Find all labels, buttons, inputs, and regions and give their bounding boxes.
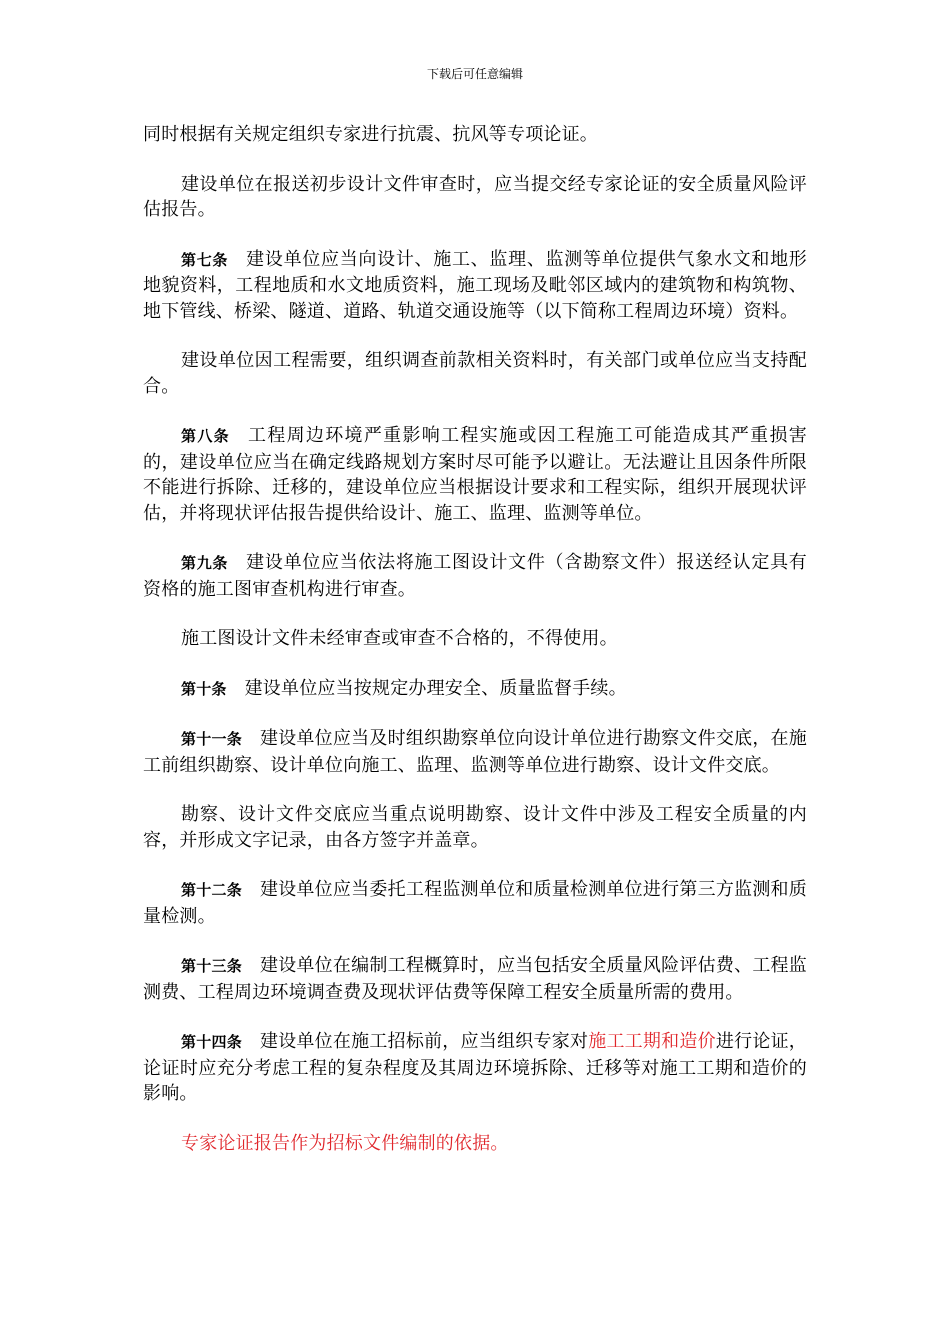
article-text: 工程周边环境严重影响工程实施或因工程施工可能造成其严重损害的，建设单位应当在确定线路规划方案时尽可能予以避让。无法避让且因条件所限不能进行拆除、迁移的，建设单位应当根据设计要求和工程实际，组织开展现状评估，并将现状评估报告提供给设计、施工、监理、监测等单位。 — [143, 425, 807, 524]
article-11 — [143, 726, 807, 778]
article-13 — [143, 953, 807, 1005]
document-body — [143, 122, 807, 1180]
article-10 — [143, 676, 807, 703]
article-text-after: 进行论证，论证时应充分考虑工程的复杂程度及其周边环境拆除、迁移等对施工工期和造价的影响。 — [143, 1031, 808, 1104]
article-number: 第八条 — [181, 427, 230, 445]
paragraph-expert-report: 专家论证报告作为招标文件编制的依据。 — [181, 1132, 509, 1154]
article-number: 第七条 — [181, 250, 229, 269]
article-12 — [143, 877, 807, 929]
paragraph-continuation: 同时根据有关规定组织专家进行抗震、抗风等专项论证。 — [143, 124, 598, 145]
article-text: 建设单位应当向设计、施工、监理、监测等单位提供气象水文和地形地貌资料，工程地质和水文地质资料，施工现场及毗邻区域内的建筑物和构筑物、地下管线、桥梁、隧道、道路、轨道交通设施等（以下简称工程周边环境）资料。 — [143, 248, 807, 322]
paragraph-disclosure: 勘察、设计文件交底应当重点说明勘察、设计文件中涉及工程安全质量的内容，并形成文字记录，由各方签字并盖章。 — [143, 804, 807, 851]
article-text: 建设单位在编制工程概算时，应当包括安全质量风险评估费、工程监测费、工程周边环境调查费及现状评估费等保障工程安全质量所需的费用。 — [143, 955, 807, 1003]
article-text-before: 建设单位在施工招标前，应当组织专家对 — [259, 1031, 589, 1052]
article-number: 第十条 — [181, 679, 227, 698]
article-text: 建设单位应当及时组织勘察单位向设计单位进行勘察文件交底，在施工前组织勘察、设计单位向施工、监理、监测等单位进行勘察、设计文件交底。 — [143, 728, 807, 776]
paragraph-no-use: 施工图设计文件未经审查或审查不合格的，不得使用。 — [181, 628, 618, 649]
article-number: 第十三条 — [181, 957, 242, 975]
article-number: 第十一条 — [181, 730, 242, 748]
article-number: 第九条 — [181, 554, 229, 572]
article-8 — [143, 423, 807, 526]
article-text: 建设单位应当依法将施工图设计文件（含勘察文件）报送经认定具有资格的施工图审查机构进行审查。 — [143, 552, 807, 600]
article-number: 第十四条 — [181, 1033, 242, 1051]
article-text: 建设单位应当按规定办理安全、质量监督手续。 — [244, 677, 627, 699]
page-header: 下载后可任意编辑 — [426, 67, 523, 81]
highlighted-text: 施工工期和造价 — [588, 1031, 716, 1052]
paragraph-cooperation: 建设单位因工程需要，组织调查前款相关资料时，有关部门或单位应当支持配合。 — [143, 350, 807, 397]
article-number: 第十二条 — [181, 881, 242, 899]
article-14 — [143, 1029, 807, 1107]
paragraph-risk-assessment: 建设单位在报送初步设计文件审查时，应当提交经专家论证的安全质量风险评估报告。 — [143, 173, 807, 220]
article-text: 建设单位应当委托工程监测单位和质量检测单位进行第三方监测和质量检测。 — [143, 879, 807, 927]
article-9 — [143, 550, 807, 602]
article-7 — [143, 247, 807, 325]
